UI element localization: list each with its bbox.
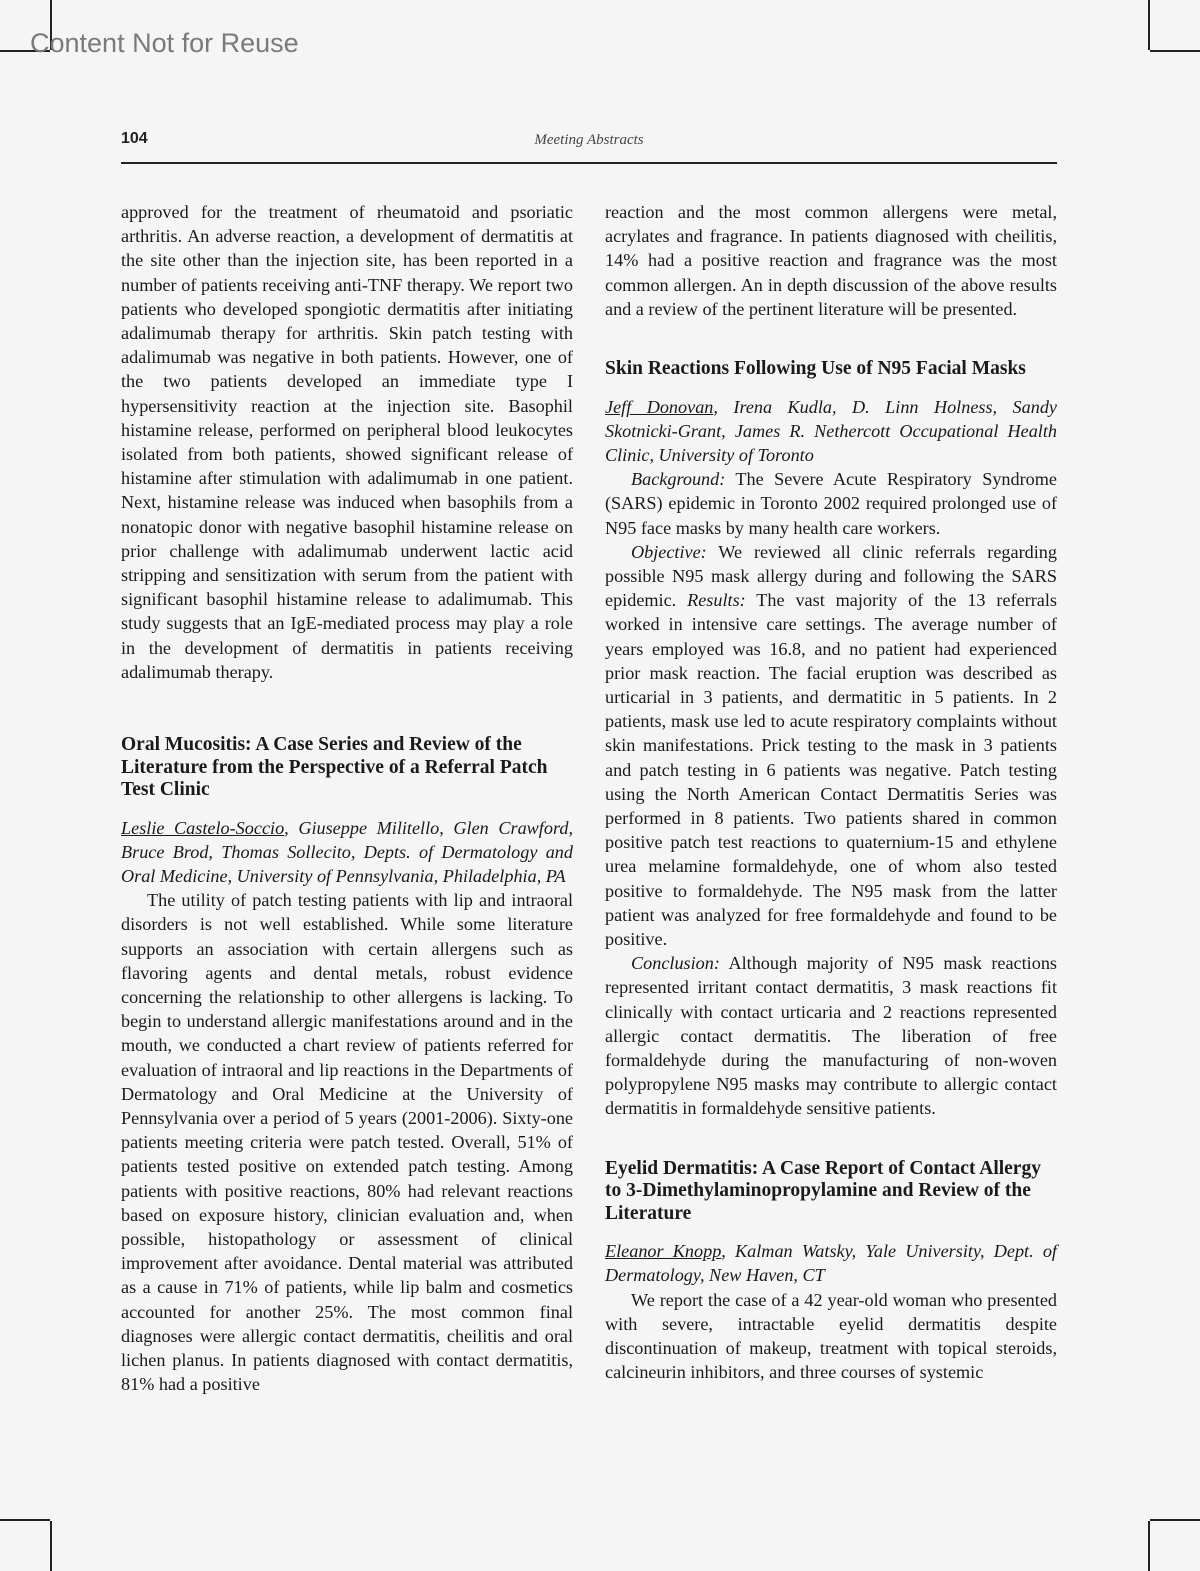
author-line	[605, 1239, 1057, 1287]
background-label: Background:	[631, 469, 726, 490]
abstract-title: Skin Reactions Following Use of N95 Facial Masks	[605, 358, 1026, 380]
objective-paragraph	[605, 540, 1057, 951]
objective-label: Objective:	[631, 541, 707, 562]
author-affiliation: , Giuseppe Militello, Glen Crawford, Bruce Brod, Thomas Sollecito, Depts. of Dermatology and Oral Medicine, University of Pennsylvania, Philadelphia, PA	[121, 817, 573, 886]
header-rule	[121, 162, 1057, 164]
left-column	[121, 200, 573, 1396]
presenter-name: Eleanor Knopp	[605, 1241, 722, 1262]
crop-mark	[1150, 50, 1200, 52]
presenter-name: Leslie Castelo-Soccio	[121, 817, 285, 838]
running-head: Meeting Abstracts	[534, 132, 644, 148]
results-text: The vast majority of the 13 referrals worked in intensive care settings. The average number of years employed was 16.8, and no patient had experienced prior mask reaction. The facial eruption was described as urticarial in 3 patients, and dermatitic in 5 patients. In 2 patients, mask use led to acute respiratory complaints without skin manifestations. Prick testing to the mask in 3 patients and patch testing in 6 patients was negative. Patch testing using the North American Contact Dermatitis Series was performed in 8 patients. Two patients shared in common positive patch test reactions to quaternium-15 and ethylene urea melamine formaldehyde, one of whom also tested positive to formaldehyde. The N95 mask from the latter patient was analyzed for free formaldehyde and found to be positive.	[605, 590, 1057, 949]
background-paragraph	[605, 467, 1057, 540]
conclusion-paragraph	[605, 951, 1057, 1120]
crop-mark	[0, 1519, 50, 1521]
author-line	[605, 395, 1057, 468]
conclusion-text: Although majority of N95 mask reactions represented irritant contact dermatitis, 3 mask reactions fit clinically with contact urticaria and 2 reactions represented allergic contact dermatitis. The liberation of free formaldehyde during the manufacturing of non-woven polypropylene N95 masks may contribute to allergic contact dermatitis in formaldehyde sensitive patients.	[605, 953, 1057, 1119]
background-text: The Severe Acute Respiratory Syndrome (SARS) epidemic in Toronto 2002 required prolonged use of N95 face masks by many health care workers.	[605, 469, 1057, 538]
abstract-title: Eyelid Dermatitis: A Case Report of Contact Allergy to 3-Dimethylaminopropylamine and Review of the Literature	[605, 1157, 1041, 1224]
continuation-paragraph: reaction and the most common allergens were metal, acrylates and fragrance. In patients diagnosed with cheilitis, 14% had a positive reaction and fragrance was the most common allergen. An in depth discussion of the above results and a review of the pertinent literature will be presented.	[605, 202, 1057, 319]
abstract-body: The utility of patch testing patients with lip and intraoral disorders is not well established. While some literature supports an association with certain allergens such as flavoring agents and dental metals, robust evidence concerning the relationship to other allergens is lacking. To begin to understand allergic manifestations around and in the mouth, we conducted a chart review of patients referred for evaluation of intraoral and lip reactions in the Departments of Dermatology and Oral Medicine at the University of Pennsylvania over a period of 5 years (2001-2006). Sixty-one patients meeting criteria were patch tested. Overall, 51% of patients tested positive on extended patch testing. Among patients with positive reactions, 80% had relevant reactions based on exposure history, clinician evaluation and, when possible, histopathology or assessment of clinical improvement after avoidance. Dental material was attributed as a cause in 71% of patients, while lip balm and cosmetics accounted for another 25%. The most common final diagnoses were allergic contact dermatitis, cheilitis and oral lichen planus. In patients diagnosed with contact dermatitis, 81% had a positive	[121, 890, 573, 1395]
objective-text: We reviewed all clinic referrals regarding possible N95 mask allergy during and following the SARS epidemic.	[605, 541, 1057, 611]
results-label: Results:	[687, 590, 746, 611]
watermark: Content Not for Reuse	[30, 28, 299, 58]
conclusion-label: Conclusion:	[631, 953, 720, 974]
author-affiliation: , Kalman Watsky, Yale University, Dept. of Dermatology, New Haven, CT	[605, 1241, 1057, 1286]
right-column	[605, 200, 1057, 1384]
abstract-body: We report the case of a 42 year-old woman who presented with severe, intractable eyelid dermatitis despite discontinuation of makeup, treatment with topical steroids, calcineurin inhibitors, and three courses of systemic	[605, 1289, 1057, 1383]
crop-mark	[1150, 1519, 1200, 1521]
author-line	[121, 816, 573, 889]
abstract-title: Oral Mucositis: A Case Series and Review of the Literature from the Perspective of a Referral Patch Test Clinic	[121, 734, 548, 801]
crop-mark	[1148, 1521, 1150, 1571]
crop-mark	[1148, 0, 1150, 50]
author-affiliation: , Irena Kudla, D. Linn Holness, Sandy Skotnicki-Grant, James R. Nethercott Occupational Health Clinic, University of Toronto	[605, 396, 1057, 465]
page-number: 104	[121, 130, 148, 147]
continuation-paragraph: approved for the treatment of rheumatoid and psoriatic arthritis. An adverse reaction, a development of dermatitis at the site other than the injection site, has been reported in a number of patients receiving anti-TNF therapy. We report two patients who developed spongiotic dermatitis after initiating adalimumab therapy for arthritis. Skin patch testing with adalimumab was negative in both patients. However, one of the two patients developed an immediate type I hypersensitivity reaction at the injection site. Basophil histamine release, performed on peripheral blood leukocytes isolated from both patients, showed significant release of histamine after stimulation with adalimumab in one patient. Next, histamine release was induced when basophils from a nonatopic donor with negative basophil histamine release on prior challenge with adalimumab underwent lactic acid stripping and sensitization with serum from the patient with significant basophil histamine release to adalimumab. This study suggests that an IgE-mediated process may play a role in the development of dermatitis in patients receiving adalimumab therapy.	[121, 202, 573, 682]
page-header	[121, 130, 1057, 154]
presenter-name: Jeff Donovan	[605, 396, 714, 417]
crop-mark	[50, 1521, 52, 1571]
